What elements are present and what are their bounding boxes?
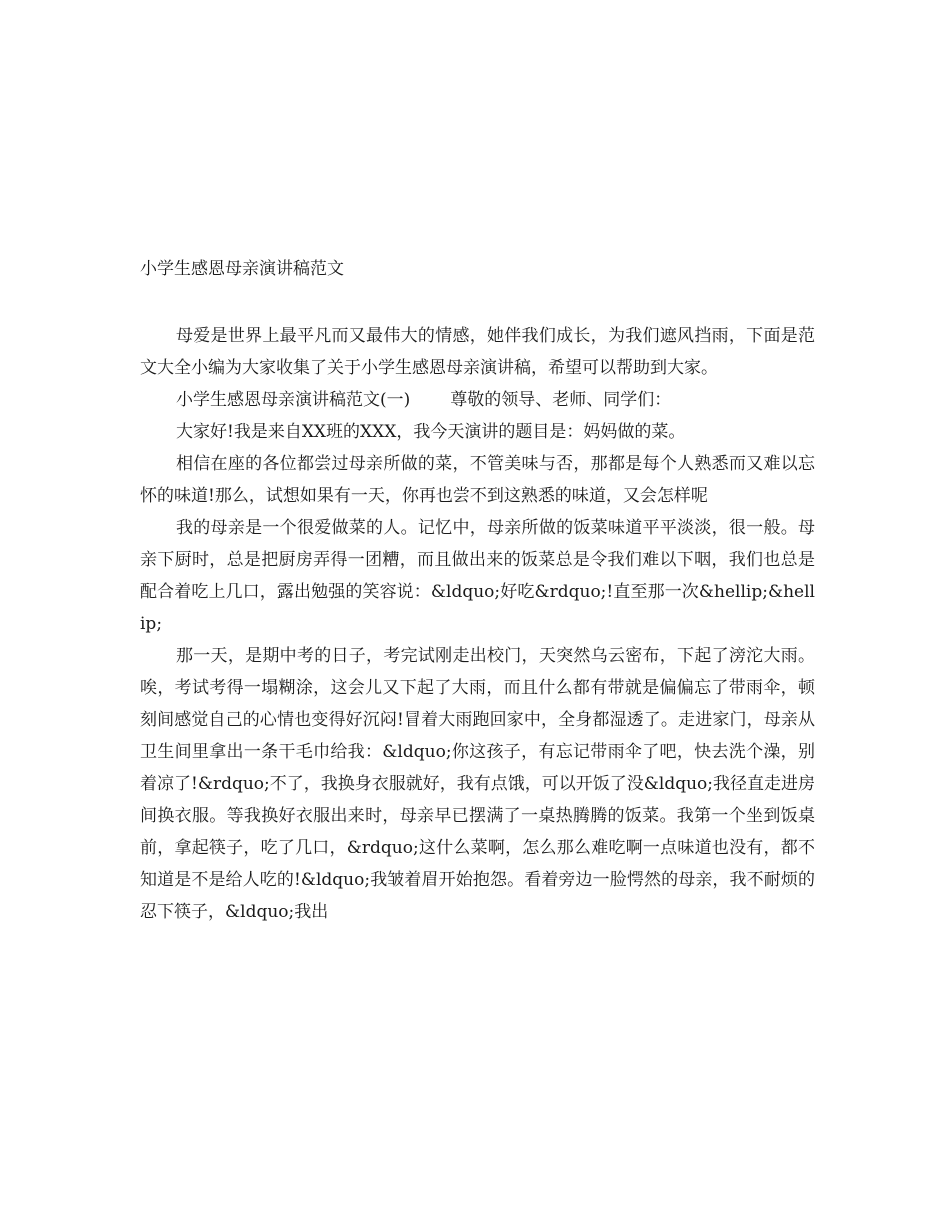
paragraph-4: 那一天，是期中考的日子，考完试刚走出校门，天突然乌云密布，下起了滂沱大雨。唉，考试考得一塌糊涂，这会儿又下起了大雨，而且什么都有带就是偏偏忘了带雨伞，顿刻间感觉自己的心情也变得好沉闷!冒着大雨跑回家中，全身都湿透了。走进家门，母亲从卫生间里拿出一条干毛巾给我：&ldquo;你这孩子，有忘记带雨伞了吧，快去洗个澡，别着凉了!&rdquo;不了，我换身衣服就好，我有点饿，可以开饭了没&ldquo;我径直走进房间换衣服。等我换好衣服出来时，母亲早已摆满了一桌热腾腾的饭菜。我第一个坐到饭桌前，拿起筷子，吃了几口，&rdquo;这什么菜啊，怎么那么难吃啊一点味道也没有，都不知道是不是给人吃的!&ldquo;我皱着眉开始抱怨。看着旁边一脸愕然的母亲，我不耐烦的忍下筷子，&ldquo;我出	[140, 646, 816, 922]
paragraph-2: 相信在座的各位都尝过母亲所做的菜，不管美味与否，那都是每个人熟悉而又难以忘怀的味道!那么，试想如果有一天，你再也尝不到这熟悉的味道，又会怎样呢	[140, 454, 815, 506]
greeting: 尊敬的领导、老师、同学们：	[450, 390, 672, 410]
paragraph-3: 我的母亲是一个很爱做菜的人。记忆中，母亲所做的饭菜味道平平淡淡，很一般。母亲下厨时，总是把厨房弄得一团糟，而且做出来的饭菜总是令我们难以下咽，我们也总是配合着吃上几口，露出勉强的笑容说：&ldquo;好吃&rdquo;!直至那一次&hellip;&hellip;	[140, 518, 815, 634]
document-title: 小学生感恩母亲演讲稿范文	[140, 259, 344, 279]
paragraph-1: 大家好!我是来自XX班的XXX，我今天演讲的题目是：妈妈做的菜。	[176, 422, 686, 442]
section-heading-line	[140, 384, 815, 416]
intro-paragraph: 母爱是世界上最平凡而又最伟大的情感，她伴我们成长，为我们遮风挡雨，下面是范文大全小编为大家收集了关于小学生感恩母亲演讲稿，希望可以帮助到大家。	[140, 326, 815, 378]
document-body	[140, 320, 815, 928]
section-heading: 小学生感恩母亲演讲稿范文(一)	[176, 390, 411, 410]
